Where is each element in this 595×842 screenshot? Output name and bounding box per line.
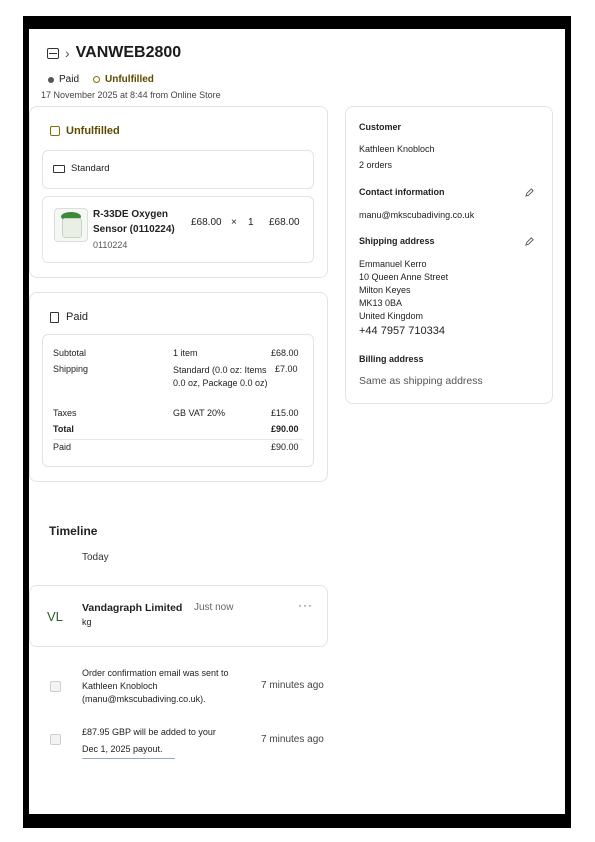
customer-phone: +44 7957 710334 — [359, 325, 445, 337]
fulfillment-card-title — [50, 125, 120, 137]
shipping-detail: Standard (0.0 oz: Items 0.0 oz, Package 0.0 oz) — [173, 365, 268, 388]
comment-author: Vandagraph Limited — [82, 602, 183, 614]
product-unit-price: £68.00 — [191, 217, 222, 228]
customer-orders-link[interactable]: 2 orders — [359, 160, 393, 170]
paid-label: Paid — [53, 442, 72, 452]
edit-contact-pencil-icon[interactable] — [525, 188, 534, 197]
order-page — [29, 29, 565, 814]
shipping-address-heading: Shipping address — [359, 236, 435, 246]
subtotal-detail: 1 item — [173, 348, 198, 358]
taxes-amount: £15.00 — [271, 408, 299, 418]
taxes-detail: GB VAT 20% — [173, 408, 226, 418]
billing-address-heading: Billing address — [359, 354, 424, 364]
shipping-address-line: 10 Queen Anne Street — [359, 272, 449, 282]
shipping-address-line: United Kingdom — [359, 311, 424, 321]
timeline-heading: Timeline — [49, 524, 98, 538]
page-title: VANWEB2800 — [75, 44, 182, 61]
product-thumbnail[interactable] — [54, 208, 88, 242]
fulfillment-status-badge — [93, 74, 154, 85]
summary-divider — [53, 439, 303, 440]
event-text-line: Order confirmation email was sent to — [82, 668, 229, 678]
timeline-event-text — [82, 667, 229, 706]
timeline-comment-card — [29, 585, 328, 647]
total-amount: £90.00 — [271, 424, 299, 434]
event-text-line: Kathleen Knobloch — [82, 681, 158, 691]
timeline-event-marker — [50, 734, 61, 745]
timeline-event-time: 7 minutes ago — [261, 680, 324, 691]
truck-icon — [53, 165, 65, 173]
more-actions-icon[interactable]: ··· — [298, 598, 313, 612]
receipt-check-icon — [50, 312, 59, 323]
status-badges — [48, 74, 154, 85]
shipping-address-line: MK13 0BA — [359, 298, 403, 308]
event-text-line: (manu@mkscubadiving.co.uk). — [82, 694, 206, 704]
payment-title-label: Paid — [66, 311, 89, 323]
payment-status-badge — [48, 74, 79, 85]
orders-inbox-icon[interactable] — [47, 48, 59, 59]
avatar: VL — [47, 609, 63, 624]
product-name-link[interactable]: R-33DE Oxygen Sensor (0110224) — [93, 209, 175, 235]
comment-text: kg — [82, 617, 92, 627]
shipping-address-line: Milton Keyes — [359, 285, 411, 295]
delivery-method — [53, 163, 110, 174]
timeline-event-marker — [50, 681, 61, 692]
paid-amount: £90.00 — [271, 442, 299, 452]
breadcrumb-chevron-icon: › — [65, 45, 70, 61]
contact-heading: Contact information — [359, 187, 445, 197]
customer-heading: Customer — [359, 122, 402, 132]
product-line-total: £68.00 — [269, 217, 300, 228]
billing-address-value: Same as shipping address — [359, 375, 483, 387]
event-text-line: Dec 1, 2025 payout. — [82, 741, 175, 759]
product-sku: 0110224 — [93, 240, 128, 250]
comment-time: Just now — [194, 602, 234, 613]
shipping-label: Shipping — [53, 364, 89, 374]
timeline-event-time: 7 minutes ago — [261, 734, 324, 745]
timeline-event-text — [82, 724, 216, 759]
total-label: Total — [53, 424, 74, 434]
order-date-source: 17 November 2025 at 8:44 from Online Store — [41, 90, 221, 100]
product-quantity: 1 — [248, 217, 254, 228]
unfulfilled-box-icon — [50, 126, 60, 136]
taxes-label: Taxes — [53, 408, 77, 418]
subtotal-amount: £68.00 — [271, 348, 299, 358]
paid-dot-icon — [48, 77, 54, 83]
times-sign: × — [231, 217, 237, 228]
event-text-line: £87.95 GBP will be added to your — [82, 727, 216, 737]
payment-card-title — [50, 311, 88, 323]
shipping-amount: £7.00 — [275, 364, 298, 374]
delivery-method-label: Standard — [71, 163, 110, 174]
shipping-address-line: Emmanuel Kerro — [359, 259, 427, 269]
payment-status-label: Paid — [59, 74, 80, 85]
timeline-date-group: Today — [82, 552, 109, 563]
edit-shipping-pencil-icon[interactable] — [525, 237, 534, 246]
unfulfilled-ring-icon — [93, 76, 100, 83]
customer-email-link[interactable]: manu@mkscubadiving.co.uk — [359, 210, 475, 220]
order-header — [47, 44, 181, 62]
fulfillment-title-label: Unfulfilled — [66, 125, 120, 137]
subtotal-label: Subtotal — [53, 348, 87, 358]
product-body-shape — [62, 218, 82, 238]
fulfillment-status-label: Unfulfilled — [105, 74, 154, 85]
customer-name-link[interactable]: Kathleen Knobloch — [359, 144, 435, 154]
